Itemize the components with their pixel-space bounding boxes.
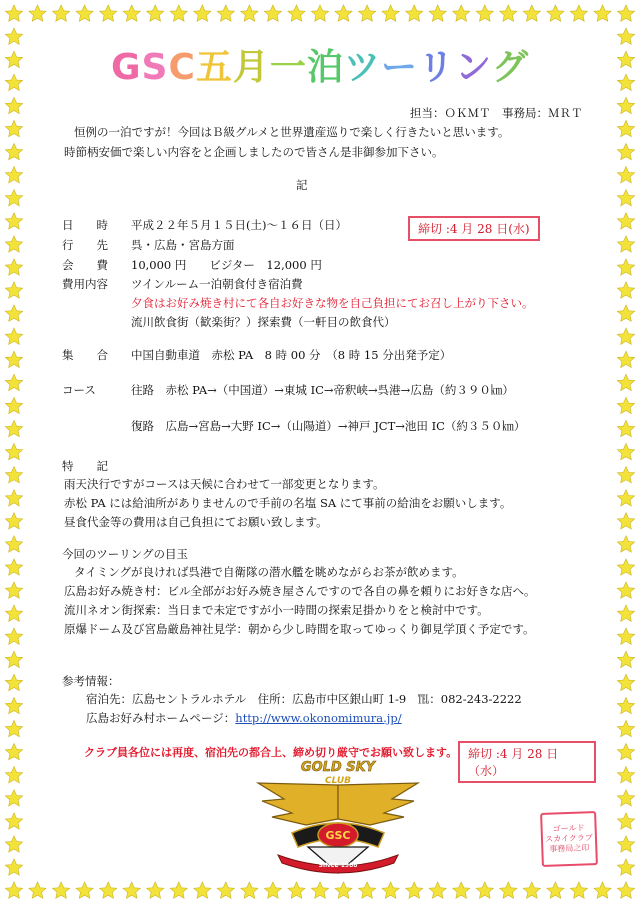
highlight-item-1: タイミングが良ければ呉港で自衛隊の潜水艦を眺めながらお茶が飲めます。 — [74, 565, 464, 579]
border-star-icon — [617, 559, 634, 575]
cost-line-2: 夕食はお好み焼き村にて各自お好きな物を自己負担にてお召し上がり下さい。 — [131, 296, 534, 310]
border-star-icon — [241, 5, 258, 21]
border-star-icon — [617, 744, 634, 760]
border-star-icon — [617, 628, 634, 644]
title-char: 一 — [269, 47, 307, 88]
border-star-icon — [547, 882, 564, 898]
border-star-icon — [5, 351, 22, 367]
border-star-icon — [5, 190, 22, 206]
border-star-icon — [617, 836, 634, 852]
border-star-icon — [453, 882, 470, 898]
border-star-icon — [617, 144, 634, 160]
highlight-item-4: 原爆ドーム及び宮島厳島神社見学：朝から少し時間を取ってゆっくり御見学頂く予定です。 — [64, 622, 535, 636]
fee-value: 10,000 円 ビジター 12,000 円 — [131, 258, 322, 272]
border-star-icon — [500, 882, 517, 898]
border-star-icon — [617, 74, 634, 90]
reference-title: 参考情報： — [62, 674, 120, 688]
title-char: グ — [492, 47, 530, 88]
border-star-icon — [5, 882, 22, 898]
border-star-icon — [617, 120, 634, 136]
logo-bottom-text: SINCE 1988 — [318, 862, 358, 869]
border-star-icon — [5, 397, 22, 413]
border-star-icon — [429, 5, 446, 21]
border-star-icon — [617, 397, 634, 413]
date-value: 平成２２年５月１５日(土)～１６日（日） — [131, 218, 347, 232]
hotel-info: 宿泊先：広島セントラルホテル 住所：広島市中区銀山町 1-9 ℡：082-243-2222 — [86, 692, 522, 706]
border-star-icon — [617, 674, 634, 690]
border-star-icon — [264, 5, 281, 21]
border-star-icon — [5, 767, 22, 783]
highlight-item-2: 広島お好み焼き村：ビル全部がお好み焼き屋さんですので各自の鼻を頼りにお好きな店へ。 — [64, 584, 536, 598]
border-star-icon — [5, 536, 22, 552]
title-char: G — [110, 47, 142, 88]
title-char: 月 — [232, 47, 270, 88]
border-star-icon — [5, 859, 22, 875]
border-star-icon — [617, 420, 634, 436]
border-star-icon — [5, 467, 22, 483]
border-star-icon — [617, 51, 634, 67]
border-star-icon — [5, 51, 22, 67]
logo-badge-text: GSC — [325, 829, 351, 842]
highlights-title: 今回のツーリングの目玉 — [62, 547, 189, 561]
course-return: 復路 広島→宮島→大野 IC→（山陽道）→神戸 JCT→池田 IC（約３５０㎞） — [131, 419, 526, 433]
title-char: 泊 — [306, 47, 344, 88]
border-star-icon — [5, 559, 22, 575]
page-title — [44, 46, 596, 90]
border-star-icon — [453, 5, 470, 21]
border-star-icon — [5, 305, 22, 321]
border-star-icon — [5, 444, 22, 460]
gold-sky-club-logo — [248, 755, 428, 877]
border-star-icon — [617, 213, 634, 229]
cost-label: 費用内容 — [62, 277, 108, 291]
border-star-icon — [29, 5, 46, 21]
border-star-icon — [617, 697, 634, 713]
border-star-icon — [123, 882, 140, 898]
border-star-icon — [5, 282, 22, 298]
notes-label: 特 記 — [62, 459, 108, 473]
border-star-icon — [123, 5, 140, 21]
border-star-icon — [406, 882, 423, 898]
border-star-icon — [241, 882, 258, 898]
closing-notice: クラブ員各位には再度、宿泊先の都合上、締め切り厳守でお願い致します。 — [84, 746, 458, 759]
border-star-icon — [5, 28, 22, 44]
date-label: 日 時 — [62, 218, 108, 232]
fee-label: 会 費 — [62, 258, 108, 272]
title-char: ン — [455, 47, 493, 88]
border-star-icon — [500, 5, 517, 21]
border-star-icon — [5, 720, 22, 736]
border-star-icon — [476, 882, 493, 898]
border-star-icon — [617, 513, 634, 529]
meeting-value: 中国自動車道 赤松 PA 8 時 00 分 （8 時 15 分出発予定） — [131, 348, 452, 362]
border-star-icon — [382, 5, 399, 21]
border-star-icon — [5, 5, 22, 21]
cost-line-1: ツインルーム一泊朝食付き宿泊費 — [131, 277, 303, 291]
border-star-icon — [617, 651, 634, 667]
border-star-icon — [617, 236, 634, 252]
border-star-icon — [617, 351, 634, 367]
border-star-icon — [5, 144, 22, 160]
border-star-icon — [5, 651, 22, 667]
homepage-link[interactable]: http://www.okonomimura.jp/ — [235, 711, 402, 725]
border-star-icon — [335, 882, 352, 898]
border-star-icon — [617, 582, 634, 598]
border-star-icon — [288, 882, 305, 898]
border-star-icon — [5, 420, 22, 436]
border-star-icon — [617, 28, 634, 44]
intro-line-2: 時節柄安価で楽しい内容をと企画しましたので皆さん是非御参加下さい。 — [64, 145, 444, 159]
border-star-icon — [359, 882, 376, 898]
border-star-icon — [617, 5, 634, 21]
border-star-icon — [382, 882, 399, 898]
border-star-icon — [5, 259, 22, 275]
border-star-icon — [170, 882, 187, 898]
seal-line-1: ゴールド — [552, 823, 585, 834]
border-star-icon — [570, 5, 587, 21]
border-star-icon — [194, 882, 211, 898]
border-star-icon — [594, 882, 611, 898]
border-star-icon — [617, 536, 634, 552]
border-star-icon — [5, 374, 22, 390]
title-char: S — [141, 47, 169, 88]
border-star-icon — [617, 167, 634, 183]
border-star-icon — [5, 328, 22, 344]
intro-line-1: 恒例の一泊ですが！今回はＢ級グルメと世界遺産巡りで楽しく行きたいと思います。 — [74, 125, 510, 139]
border-star-icon — [406, 5, 423, 21]
border-star-icon — [5, 213, 22, 229]
border-star-icon — [76, 882, 93, 898]
border-star-icon — [359, 5, 376, 21]
border-star-icon — [429, 882, 446, 898]
border-star-icon — [5, 120, 22, 136]
border-star-icon — [523, 882, 540, 898]
border-star-icon — [617, 882, 634, 898]
border-star-icon — [194, 5, 211, 21]
deadline-box-top: 締切 :4 月 28 日(水) — [408, 216, 540, 241]
title-char: ツ — [343, 47, 381, 88]
border-star-icon — [29, 882, 46, 898]
ki-heading: 記 — [296, 178, 308, 192]
border-star-icon — [5, 790, 22, 806]
title-char: ー — [380, 47, 418, 88]
deadline-box-bottom: 締切 :4 月 28 日（水） — [458, 741, 596, 783]
border-star-icon — [5, 236, 22, 252]
border-star-icon — [53, 882, 70, 898]
border-star-icon — [311, 882, 328, 898]
title-char: リ — [417, 47, 455, 88]
dest-value: 呉・広島・宮島方面 — [131, 238, 235, 252]
border-star-icon — [147, 882, 164, 898]
border-star-icon — [5, 813, 22, 829]
border-star-icon — [617, 605, 634, 621]
border-star-icon — [217, 5, 234, 21]
note-item-1: 雨天決行ですがコースは天候に合わせて一部変更となります。 — [64, 477, 385, 491]
border-star-icon — [523, 5, 540, 21]
course-outbound: 往路 赤松 PA→（中国道）→東城 IC→帝釈峡→呉港→広島（約３９０㎞） — [131, 383, 514, 397]
note-item-3: 昼食代金等の費用は自己負担にてお願い致します。 — [64, 515, 328, 529]
title-char: C — [168, 47, 196, 88]
border-star-icon — [617, 374, 634, 390]
staff-line: 担当：ＯＫＭＴ 事務局：ＭＲＴ — [410, 106, 583, 120]
border-star-icon — [170, 5, 187, 21]
course-label: コース — [62, 383, 96, 397]
border-star-icon — [5, 836, 22, 852]
border-star-icon — [617, 767, 634, 783]
border-star-icon — [617, 305, 634, 321]
border-star-icon — [476, 5, 493, 21]
document-page — [44, 44, 596, 869]
border-star-icon — [617, 282, 634, 298]
office-seal — [540, 811, 598, 867]
seal-line-3: 事務局之印 — [549, 843, 590, 854]
border-star-icon — [217, 882, 234, 898]
border-star-icon — [147, 5, 164, 21]
border-star-icon — [311, 5, 328, 21]
border-star-icon — [617, 259, 634, 275]
border-star-icon — [100, 882, 117, 898]
border-star-icon — [617, 720, 634, 736]
border-star-icon — [5, 674, 22, 690]
homepage-line — [86, 709, 402, 727]
border-star-icon — [5, 97, 22, 113]
border-star-icon — [617, 859, 634, 875]
border-star-icon — [5, 605, 22, 621]
border-star-icon — [5, 167, 22, 183]
meeting-label: 集 合 — [62, 348, 108, 362]
border-star-icon — [100, 5, 117, 21]
border-star-icon — [264, 882, 281, 898]
border-star-icon — [617, 813, 634, 829]
border-star-icon — [53, 5, 70, 21]
border-star-icon — [617, 190, 634, 206]
border-star-icon — [547, 5, 564, 21]
border-star-icon — [617, 490, 634, 506]
border-star-icon — [617, 97, 634, 113]
homepage-label: 広島お好み村ホームページ： — [86, 711, 236, 725]
border-star-icon — [5, 490, 22, 506]
border-star-icon — [5, 513, 22, 529]
logo-mid-text: CLUB — [324, 776, 352, 786]
border-star-icon — [617, 444, 634, 460]
border-star-icon — [5, 628, 22, 644]
border-star-icon — [76, 5, 93, 21]
border-star-icon — [288, 5, 305, 21]
border-star-icon — [617, 790, 634, 806]
border-star-icon — [594, 5, 611, 21]
border-star-icon — [617, 467, 634, 483]
border-star-icon — [5, 74, 22, 90]
logo-top-text: GOLD SKY — [300, 760, 376, 775]
title-char: 五 — [195, 47, 233, 88]
border-star-icon — [5, 582, 22, 598]
border-star-icon — [570, 882, 587, 898]
cost-line-3: 流川飲食街（歓楽街？）探索費（一軒目の飲食代） — [131, 315, 396, 329]
dest-label: 行 先 — [62, 238, 108, 252]
border-star-icon — [5, 697, 22, 713]
seal-line-2: スカイクラブ — [545, 833, 593, 844]
border-star-icon — [617, 328, 634, 344]
border-star-icon — [335, 5, 352, 21]
highlight-item-3: 流川ネオン街探索：当日まで未定ですが小一時間の探索足掛かりをと検討中です。 — [64, 603, 489, 617]
border-star-icon — [5, 744, 22, 760]
note-item-2: 赤松 PA には給油所がありませんので手前の名塩 SA にて事前の給油をお願いします。 — [64, 496, 512, 510]
